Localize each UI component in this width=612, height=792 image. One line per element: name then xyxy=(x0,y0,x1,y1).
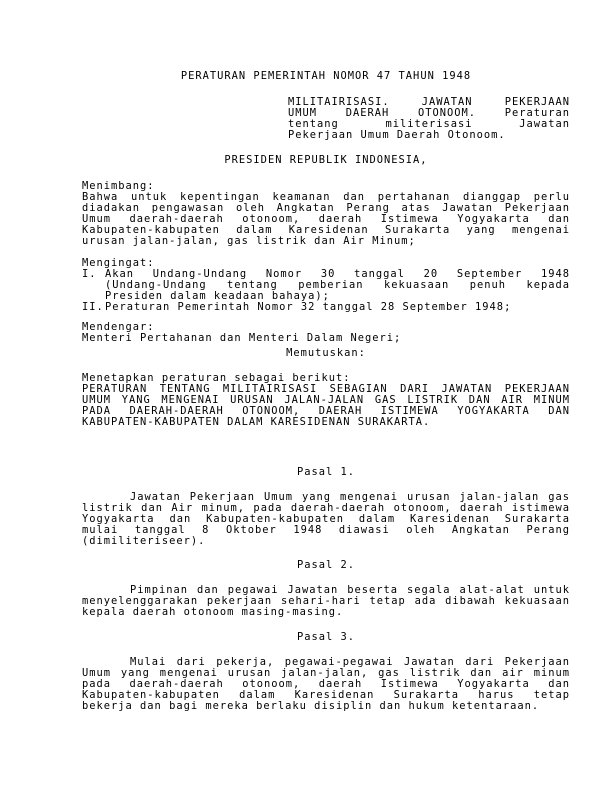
text-line: Kabupaten-kabupaten dalam Karesidenan Surakarta yang mengenai xyxy=(82,224,570,236)
text-line: Umum daerah-daerah otonoom, daerah Istimewa Yogyakarta dan xyxy=(82,213,570,225)
list-item xyxy=(82,269,570,302)
text-line: mulai tanggal 8 Oktober 1948 diawasi oleh Angkatan Perang xyxy=(82,524,570,536)
text-line: Akan Undang-Undang Nomor 30 tanggal 20 September 1948 xyxy=(105,268,570,280)
text-line: Presiden dalam keadaan bahaya); xyxy=(105,290,330,302)
text-line: PERATURAN TENTANG MILITAIRISASI SEBAGIAN DARI JAWATAN PEKERJAAN xyxy=(82,383,570,395)
subject-block xyxy=(288,97,570,141)
text-line: Bahwa untuk kepentingan keamanan dan pertahanan dianggap perlu xyxy=(82,191,570,203)
text-line: Mulai dari pekerja, pegawai-pegawai Jawatan dari Pekerjaan xyxy=(130,656,570,668)
text-line: Umum yang mengenai urusan jalan-jalan, gas listrik dan air minum xyxy=(82,667,570,679)
text-line: Pimpinan dan pegawai Jawatan beserta segala alat-alat untuk xyxy=(130,584,570,596)
document-title: PERATURAN PEMERINTAH NOMOR 47 TAHUN 1948 xyxy=(180,70,472,82)
text-line: PADA DAERAH-DAERAH OTONOOM, DAERAH ISTIMEWA YOGYAKARTA DAN xyxy=(82,405,570,417)
mengingat-section xyxy=(82,258,570,313)
text-line: pada daerah-daerah otonoom, daerah Istimewa Yogyakarta dan xyxy=(82,678,570,690)
text-line: kepala daerah otonoom masing-masing. xyxy=(82,606,344,618)
subject-line: Pekerjaan Umum Daerah Otonoom. xyxy=(288,129,506,141)
mendengar-section xyxy=(82,322,570,344)
text-line: diadakan pengawasan oleh Angkatan Perang atas Jawatan Pekerjaan xyxy=(82,202,570,214)
subject-line: MILITAIRISASI. JAWATAN PEKERJAAN xyxy=(288,96,570,108)
text-line: listrik dan Air minum, pada daerah-daerah otonoom, daerah istimewa xyxy=(82,502,570,514)
text-line: (Undang-Undang tentang pemberian kekuasaan penuh kepada xyxy=(105,279,570,291)
item-number: I. xyxy=(82,268,97,280)
list-item xyxy=(82,302,570,313)
menimbang-section xyxy=(82,181,570,247)
text-line: bekerja dan bagi mereka berlaku disiplin dan hukum ketentaraan. xyxy=(82,700,540,712)
text-line: Yogyakarta dan Kabupaten-kabupaten dalam Karesidenan Surakarta xyxy=(82,513,570,525)
pasal-title: Pasal 3. xyxy=(296,631,356,643)
pasal-body xyxy=(82,657,570,712)
item-number: II. xyxy=(82,301,104,313)
pasal-body xyxy=(82,585,570,618)
text-line: Jawatan Pekerjaan Umum yang mengenai urusan jalan-jalan gas xyxy=(130,491,570,503)
memutuskan-heading: Memutuskan: xyxy=(286,347,366,359)
text-line: KABUPATEN-KABUPATEN DALAM KARESIDENAN SURAKARTA. xyxy=(82,416,431,428)
text-line: urusan jalan-jalan, gas listrik dan Air Minum; xyxy=(82,235,416,247)
text-line: Menteri Pertahanan dan Menteri Dalam Negeri; xyxy=(82,332,402,344)
text-line: Kabupaten-kabupaten dalam Karesidenan Surakarta harus tetap xyxy=(82,689,570,701)
menetapkan-section xyxy=(82,373,570,428)
section-heading: Menetapkan peraturan sebagai berikut: xyxy=(82,372,351,384)
pasal-title: Pasal 1. xyxy=(296,466,356,478)
section-heading: Mendengar: xyxy=(82,321,155,333)
pasal-title: Pasal 2. xyxy=(296,559,356,571)
subject-line: UMUM DAERAH OTONOOM. Peraturan xyxy=(288,107,570,119)
text-line: (dimiliteriseer). xyxy=(82,535,206,547)
text-line: UMUM YANG MENGENAI URUSAN JALAN-JALAN GAS LISTRIK DAN AIR MINUM xyxy=(82,394,570,406)
section-heading: Menimbang: xyxy=(82,180,155,192)
text-line: menyelenggarakan pekerjaan sehari-hari tetap ada dibawah kekuasaan xyxy=(82,595,570,607)
text-line: Peraturan Pemerintah Nomor 32 tanggal 28 September 1948; xyxy=(105,301,512,313)
section-heading: Mengingat: xyxy=(82,257,155,269)
pasal-body xyxy=(82,492,570,547)
president-heading: PRESIDEN REPUBLIK INDONESIA, xyxy=(224,154,428,166)
subject-line: tentang militerisasi Jawatan xyxy=(288,118,570,130)
